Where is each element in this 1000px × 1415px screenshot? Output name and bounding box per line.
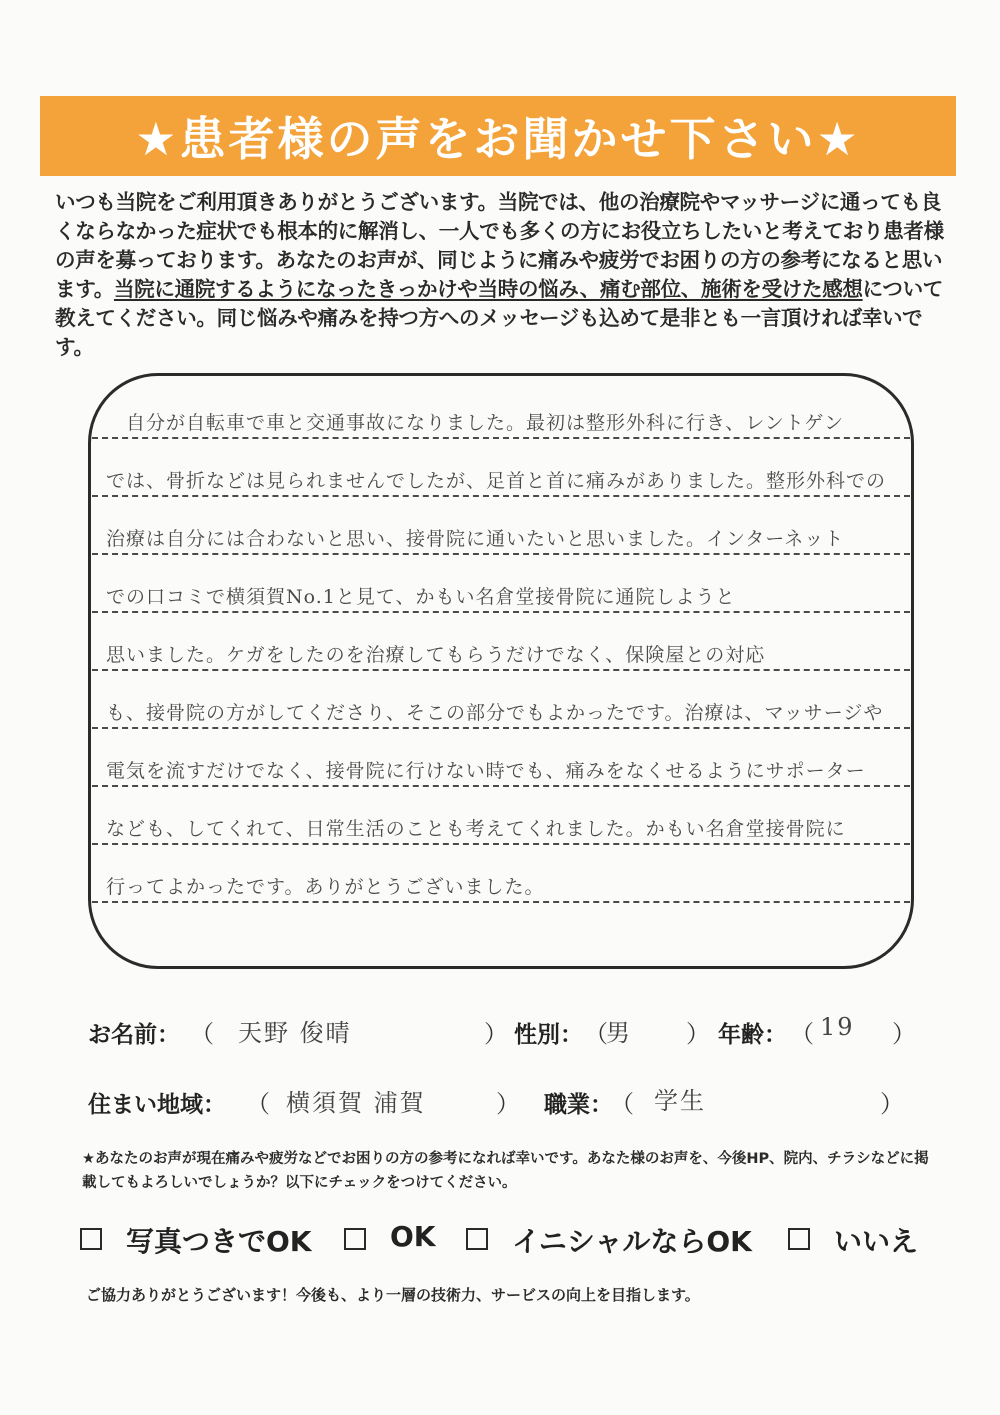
checkbox-photo-ok[interactable] — [80, 1228, 102, 1250]
consent-options — [0, 1218, 1000, 1258]
checkbox-no[interactable] — [788, 1228, 810, 1250]
option-initial-ok-label: イニシャルならOK — [512, 1225, 752, 1258]
name-label: お名前： — [88, 1022, 180, 1048]
option-ok-label: OK — [390, 1220, 436, 1253]
testimonial-line: 電気を流すだけでなく、接骨院に行けない時でも、痛みをなくせるようにサポーター — [106, 760, 866, 782]
testimonial-line: 思いました。ケガをしたのを治療してもらうだけでなく、保険屋との対応 — [106, 644, 766, 666]
name-close-paren: ） — [484, 1020, 508, 1048]
name-open-paren: （ — [190, 1020, 214, 1048]
ruled-line — [92, 901, 910, 903]
checkbox-initial-ok[interactable] — [466, 1228, 488, 1250]
ruled-line — [92, 727, 910, 729]
gender-label: 性別： — [514, 1022, 583, 1048]
testimonial-line: なども、してくれて、日常生活のことも考えてくれました。かもい名倉堂接骨院に — [106, 818, 846, 840]
age-value[interactable]: 19 — [820, 1013, 855, 1041]
job-close-paren: ） — [880, 1090, 904, 1118]
intro-text-1: いつも当院をご利用頂きありがとうございます。当院では、他の治療院やマッサージに通っても良くならなかった症状でも根本的に解消し、一人でも多くの方にお役立ちしたいと考えており患者様の声を募っております。あなたのお声が、同じように痛みや疲労でお困りの方の参考になると思います。 — [55, 190, 944, 301]
ruled-line — [92, 553, 910, 555]
area-close-paren: ） — [496, 1090, 520, 1118]
gender-open-paren: （ — [584, 1020, 608, 1048]
consent-note: ★あなたのお声が現在痛みや疲労などでお困りの方の参考になれば幸いです。あなた様のお声を、今後HP、院内、チラシなどに掲載してもよろしいでしょうか？以下にチェックをつけてください。 — [82, 1151, 929, 1191]
age-close-paren: ） — [892, 1020, 916, 1048]
option-photo-ok-label: 写真つきでOK — [126, 1225, 312, 1258]
intro-underlined-text: 当院に通院するようになったきっかけや当時の悩み、痛む部位、施術を受けた感想 — [113, 277, 863, 301]
testimonial-line: も、接骨院の方がしてくださり、そこの部分でもよかったです。治療は、マッサージや — [106, 702, 884, 724]
age-label: 年齢： — [718, 1022, 787, 1048]
ruled-line — [92, 437, 910, 439]
area-label: 住まい地域： — [88, 1092, 226, 1118]
age-open-paren: （ — [790, 1020, 814, 1048]
intro-paragraph — [55, 188, 955, 362]
ruled-line — [92, 669, 910, 671]
ruled-line — [92, 495, 910, 497]
testimonial-line: 行ってよかったです。ありがとうございました。 — [106, 876, 545, 898]
option-no-label: いいえ — [834, 1225, 919, 1258]
checkbox-ok[interactable] — [344, 1228, 366, 1250]
testimonial-line: 治療は自分には合わないと思い、接骨院に通いたいと思いました。インターネット — [106, 528, 845, 550]
job-open-paren: （ — [610, 1090, 634, 1118]
testimonial-line: 自分が自転車で車と交通事故になりました。最初は整形外科に行き、レントゲン — [106, 412, 845, 434]
gender-value[interactable]: 男 — [606, 1019, 632, 1047]
job-label: 職業： — [544, 1092, 613, 1118]
testimonial-line: では、骨折などは見られませんでしたが、足首と首に痛みがありました。整形外科での — [106, 470, 887, 492]
intro-text-2: について教えてください。同じ悩みや痛みを持つ方へのメッセージも込めて是非とも一言頂ければ幸いです。 — [55, 277, 943, 359]
name-value[interactable]: 天野 俊晴 — [238, 1019, 352, 1047]
ruled-line — [92, 785, 910, 787]
area-open-paren: （ — [246, 1090, 270, 1118]
gender-close-paren: ） — [686, 1020, 710, 1048]
ruled-line — [92, 611, 910, 613]
testimonial-line: での口コミで横須賀No.1と見て、かもい名倉堂接骨院に通院しようと — [106, 586, 736, 608]
page-title: ★患者様の声をお聞かせ下さい★ — [135, 112, 861, 166]
area-value[interactable]: 横須賀 浦賀 — [286, 1089, 426, 1117]
ruled-line — [92, 843, 910, 845]
footer-thanks: ご協力ありがとうございます！今後も、より一層の技術力、サービスの向上を目指します。 — [86, 1286, 700, 1304]
header-banner — [40, 96, 956, 176]
job-value[interactable]: 学生 — [654, 1087, 706, 1115]
